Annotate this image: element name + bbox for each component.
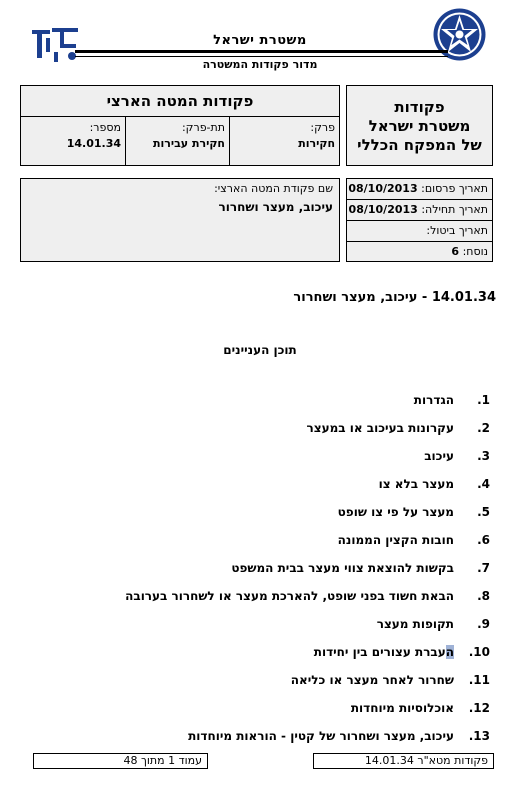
- toc-item-number: 13.: [468, 729, 490, 743]
- toc-item-text-wrapper: [314, 645, 454, 659]
- order-name-box: [20, 178, 340, 262]
- toc-item-text: עקרונות בעיכוב או במעצר: [306, 421, 454, 435]
- toc-item[interactable]: [314, 645, 490, 659]
- cancel-row: [347, 221, 492, 242]
- subchapter-label: תת-פרק:: [181, 121, 225, 134]
- chapter-label: פרק:: [310, 121, 335, 134]
- document-heading: 14.01.34 - עיכוב, מעצר ושחרור: [293, 290, 496, 305]
- toc-item-number: 2.: [477, 421, 490, 435]
- toc-item[interactable]: [125, 589, 490, 603]
- text-selection-highlight: ה: [445, 645, 454, 659]
- orders-line-3: של המפקח הכללי: [357, 136, 482, 154]
- start-row: [347, 200, 492, 221]
- toc-item-text: תקופות מעצר: [376, 617, 454, 631]
- toc-item-text: מעצר בלא צו: [378, 477, 454, 491]
- toc-item-number: 3.: [477, 449, 490, 463]
- toc-item-text: שחרור לאחר מעצר או כליאה: [290, 673, 454, 687]
- organization-name: משטרת ישראל: [213, 33, 307, 48]
- version-label: נוסח:: [462, 245, 488, 258]
- toc-item-text: מעצר על פי צו שופט: [337, 505, 454, 519]
- toc-item-text: בקשות להוצאת צווי מעצר בבית המשפט: [231, 561, 454, 575]
- toc-item-number: 11.: [468, 673, 490, 687]
- dates-box: [346, 178, 493, 262]
- start-label: תאריך תחילה:: [421, 203, 488, 216]
- toc-item[interactable]: [338, 505, 490, 519]
- national-orders-box: [20, 85, 340, 166]
- order-name-label: שם פקודת המטה הארצי:: [214, 182, 333, 195]
- yafo-logo-icon: [28, 24, 82, 64]
- toc-item-number: 12.: [468, 701, 490, 715]
- footer-order-number: פקודות מטא"ר 14.01.34: [313, 753, 494, 769]
- toc-item-text: חובות הקצין הממונה: [337, 533, 454, 547]
- toc-item-number: 4.: [477, 477, 490, 491]
- orders-line-1: פקודות: [394, 98, 445, 116]
- subchapter-value: חקירת עבירות: [152, 137, 225, 150]
- chapter-value: חקירות: [298, 137, 335, 150]
- cancel-label: תאריך ביטול:: [426, 224, 488, 237]
- toc-item-number: 8.: [477, 589, 490, 603]
- toc-item-text: עיכוב, מעצר ושחרור של קטין - הוראות מיוחדות: [188, 729, 454, 743]
- toc-heading: תוכן העניינים: [223, 343, 297, 357]
- toc-item[interactable]: [291, 673, 490, 687]
- version-value: 6: [451, 245, 460, 258]
- header-divider-thin: [75, 56, 448, 57]
- toc-item[interactable]: [351, 701, 490, 715]
- order-name-value: עיכוב, מעצר ושחרור: [218, 200, 333, 214]
- toc-item[interactable]: [414, 393, 490, 407]
- number-value: 14.01.34: [66, 137, 121, 150]
- toc-item[interactable]: [338, 533, 490, 547]
- toc-item-number: 6.: [477, 533, 490, 547]
- start-value: 08/10/2013: [348, 203, 418, 216]
- toc-item-text: עברת עצורים בין יחידות: [313, 645, 446, 659]
- published-label: תאריך פרסום:: [421, 182, 488, 195]
- toc-item-number: 5.: [477, 505, 490, 519]
- number-cell: [21, 117, 125, 166]
- toc-item-text: עיכוב: [424, 449, 454, 463]
- number-label: מספר:: [89, 121, 121, 134]
- police-emblem-icon: [432, 7, 487, 62]
- toc-item-number: 9.: [477, 617, 490, 631]
- toc-item-number: 1.: [477, 393, 490, 407]
- orders-line-2: משטרת ישראל: [368, 117, 471, 135]
- chapter-cell: [229, 117, 339, 166]
- subchapter-cell: [125, 117, 229, 166]
- toc-item-text: הגדרות: [413, 393, 454, 407]
- toc-item-number: 7.: [477, 561, 490, 575]
- department-name: מדור פקודות המשטרה: [202, 58, 318, 71]
- toc-item[interactable]: [307, 421, 490, 435]
- toc-item-number: 10.: [468, 645, 490, 659]
- toc-item[interactable]: [188, 729, 490, 743]
- orders-box: [346, 85, 493, 166]
- national-orders-title: פקודות המטה הארצי: [21, 86, 339, 117]
- page-counter: עמוד 1 מתוך 48: [33, 753, 208, 769]
- version-row: [347, 242, 492, 263]
- header-divider: [75, 50, 448, 53]
- toc-item-text: אוכלוסיות מיוחדות: [350, 701, 454, 715]
- toc-item[interactable]: [231, 561, 490, 575]
- published-row: [347, 179, 492, 200]
- toc-item-text: הבאת חשוד בפני שופט, להארכת מעצר או לשחרור בערובה: [125, 589, 454, 603]
- toc-item[interactable]: [377, 617, 490, 631]
- toc-item[interactable]: [379, 477, 490, 491]
- toc-item[interactable]: [424, 449, 490, 463]
- published-value: 08/10/2013: [348, 182, 418, 195]
